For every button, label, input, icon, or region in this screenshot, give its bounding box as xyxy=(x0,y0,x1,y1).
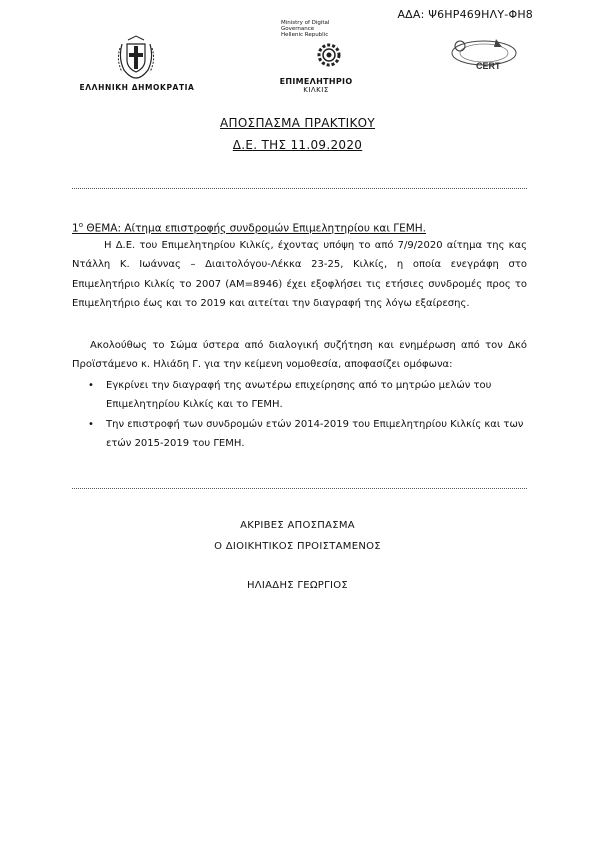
topic-heading: $1^o$ ΘΕΜΑ: Αίτημα επιστροφής συνδρομών Επιμελητηρίου και ΓΕΜΗ. xyxy=(72,221,427,235)
chamber-name: ΕΠΙΜΕΛΗΤΗΡΙΟ xyxy=(279,77,353,86)
paragraph-request: Η Δ.Ε. του Επιμελητηρίου Κιλκίς, έχοντας υπόψη το από 7/9/2020 αίτημα της κας Ντάλλη Κ. Ιωάννας – Διαιτολόγου-Λέκκα 23-25, Κιλκίς, η οποία ενεγράφη στο Επιμελητήριο Κιλκίς το 2007 (ΑΜ=8946) έχει εξοφλήσει τις ετήσιες συνδρομές προς το Επιμελητήριο έως και το 2019 και αιτείται την διαγραφή της λόγω εξαίρεσης. xyxy=(72,240,527,309)
hellenic-republic-caption: ΕΛΛΗΝΙΚΗ ΔΗΜΟΚΡΑΤΙΑ xyxy=(79,83,195,92)
list-item: • Την επιστροφή των συνδρομών ετών 2014-2019 του Επιμελητηρίου Κιλκίς και των ετών 2015-2019 του ΓΕΜΗ. xyxy=(88,415,524,454)
cert-label: CERT xyxy=(476,61,501,71)
meeting-date: Δ.Ε. ΤΗΣ 11.09.2020 xyxy=(232,138,363,152)
ministry-meta: Ministry of Digital Governance Hellenic Republic xyxy=(281,20,330,38)
dotted-divider-bottom xyxy=(72,488,527,489)
paragraph-decision: Ακολούθως το Σώμα ύστερα από διαλογική συζήτηση και ενημέρωση από τον Δκό Προϊστάμενο κ. Ηλιάδη Γ. για την κείμενη νομοθεσία, αποφασίζει ομόφωνα: xyxy=(72,340,527,371)
cert-globe-icon xyxy=(446,35,524,75)
signature-role: Ο ΔΙΟΙΚΗΤΙΚΟΣ ΠΡΟΙΣΤΑΜΕΝΟΣ xyxy=(214,541,381,552)
chamber-city: ΚΙΛΚΙΣ xyxy=(303,86,329,94)
greek-coat-of-arms-icon xyxy=(114,34,158,80)
chamber-cogwheel-icon xyxy=(314,40,344,70)
dotted-divider-top xyxy=(72,188,527,189)
list-item: • Εγκρίνει την διαγραφή της ανωτέρω επιχείρησης από το μητρώο μελών του Επιμελητηρίου Κιλκίς και το ΓΕΜΗ. xyxy=(88,376,524,415)
decision-list xyxy=(88,376,524,453)
ada-code: ΑΔΑ: Ψ6ΗΡ469ΗΛΥ-ΦΗ8 xyxy=(397,8,533,21)
document-title: ΑΠΟΣΠΑΣΜΑ ΠΡΑΚΤΙΚΟΥ xyxy=(219,116,375,130)
signature-certification: ΑΚΡΙΒΕΣ ΑΠΟΣΠΑΣΜΑ xyxy=(240,520,355,531)
signatory-name: ΗΛΙΑΔΗΣ ΓΕΩΡΓΙΟΣ xyxy=(246,580,349,591)
